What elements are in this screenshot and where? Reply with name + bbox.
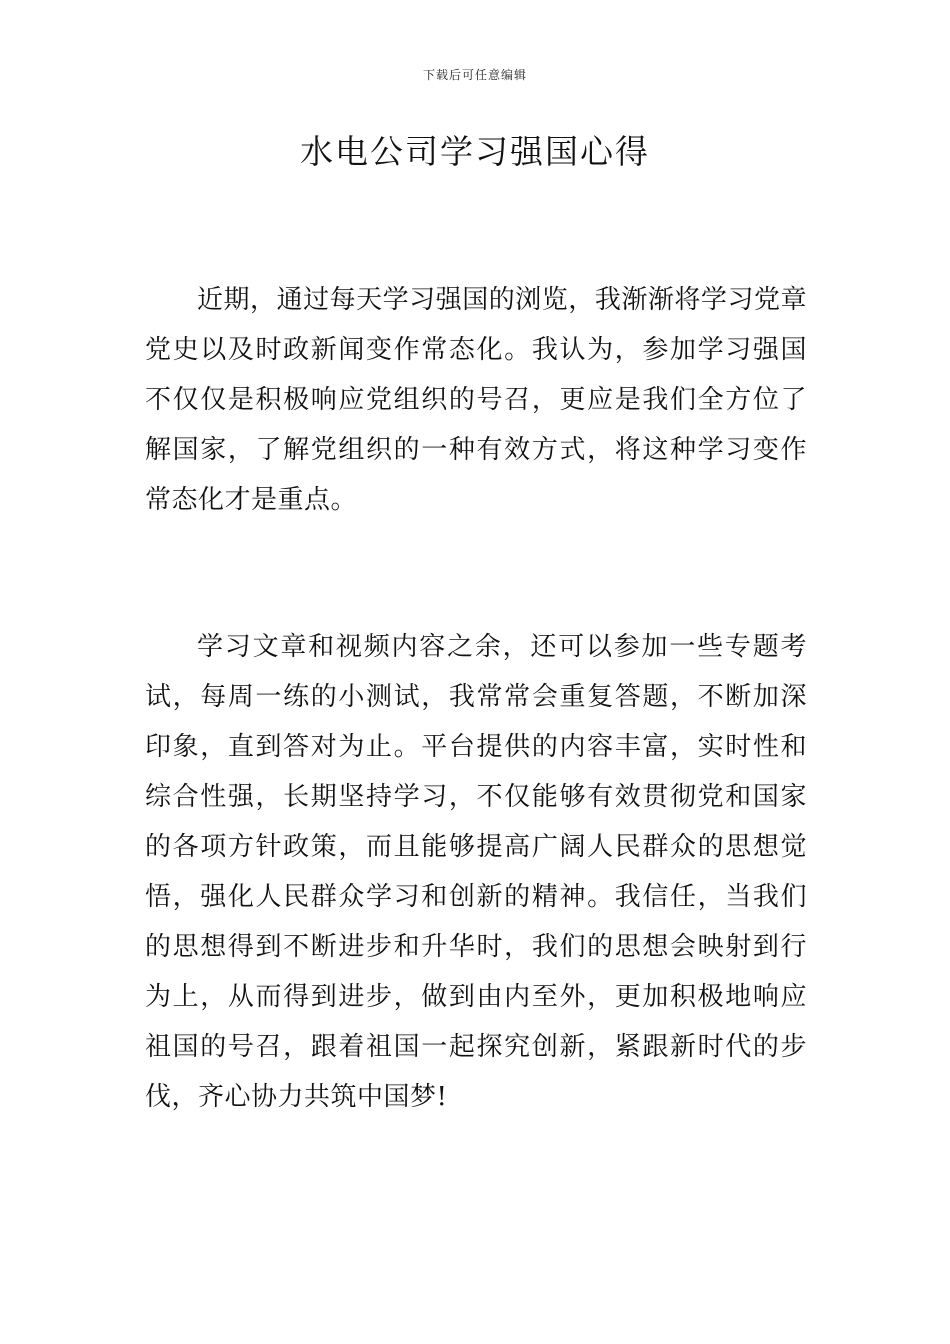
paragraph-2: 学习文章和视频内容之余，还可以参加一些专题考试，每周一练的小测试，我常常会重复答题，不断加深印象，直到答对为止。平台提供的内容丰富，实时性和综合性强，长期坚持学习，不仅能够有效贯彻党和国家的各项方针政策，而且能够提高广阔人民群众的思想觉悟，强化人民群众学习和创新的精神。我信任，当我们的思想得到不断进步和升华时，我们的思想会映射到行为上，从而得到进步，做到由内至外，更加积极地响应祖国的号召，跟着祖国一起探究创新，紧跟新时代的步伐，齐心协力共筑中国梦!	[145, 632, 807, 1112]
document-title: 水电公司学习强国心得	[300, 132, 650, 171]
paragraph-1: 近期，通过每天学习强国的浏览，我渐渐将学习党章党史以及时政新闻变作常态化。我认为，参加学习强国不仅仅是积极响应党组织的号召，更应是我们全方位了解国家，了解党组织的一种有效方式，将这种学习变作常态化才是重点。	[145, 285, 807, 515]
header-note: 下载后可任意编辑	[422, 68, 527, 82]
